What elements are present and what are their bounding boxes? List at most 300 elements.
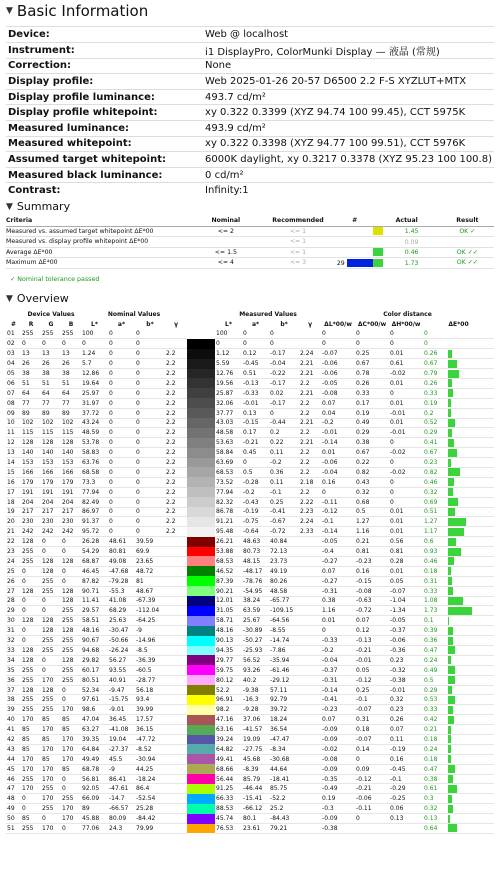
- cell-value: -0.63: [355, 596, 389, 606]
- delta-e-value: 0.18: [424, 755, 438, 763]
- cell-value: 191: [21, 487, 41, 497]
- patch-id: 29: [6, 606, 21, 616]
- criteria-label: Measured vs. display profile whitepoint ΔE*00: [6, 237, 193, 248]
- cell-value: -0.11: [355, 804, 389, 814]
- cell-value: 140: [21, 448, 41, 458]
- summary-col-header: Recommended: [259, 216, 337, 226]
- basic-info-table: [6, 26, 494, 198]
- color-swatch: [187, 507, 215, 517]
- summary-col-header: Criteria: [6, 216, 193, 226]
- cell-value: 43.24: [81, 418, 108, 428]
- cell-value: 0.5: [242, 467, 269, 477]
- cell-value: 91.21: [215, 517, 242, 527]
- summary-heading[interactable]: [6, 200, 70, 213]
- cell-value: 170: [21, 784, 41, 794]
- cell-value: -0.02: [389, 467, 423, 477]
- delta-e-value: 1.27: [424, 518, 438, 526]
- cell-value: [423, 349, 494, 359]
- cell-value: 26: [61, 359, 81, 369]
- cell-value: 37.72: [81, 408, 108, 418]
- cell-value: -47.68: [108, 566, 135, 576]
- cell-value: 88.53: [215, 804, 242, 814]
- cell-value: 128: [41, 685, 61, 695]
- cell-value: [165, 547, 187, 557]
- color-swatch: [187, 754, 215, 764]
- cell-value: 0: [21, 626, 41, 636]
- cell-value: 68.66: [215, 764, 242, 774]
- cell-value: 0: [135, 418, 165, 428]
- overview-row: [6, 576, 494, 586]
- cell-value: -0.72: [269, 527, 299, 537]
- info-label: Measured whitepoint:: [6, 136, 203, 152]
- cell-value: [423, 586, 494, 596]
- cell-value: 0: [389, 329, 423, 339]
- cell-value: 0: [135, 388, 165, 398]
- overview-row: [6, 517, 494, 527]
- cell-value: 2.2: [165, 527, 187, 537]
- cell-value: 48.63: [242, 537, 269, 547]
- cell-value: 0.28: [389, 556, 423, 566]
- cell-value: 0: [389, 438, 423, 448]
- color-swatch: [187, 497, 215, 507]
- cell-value: 40.2: [242, 675, 269, 685]
- cell-value: -0.06: [389, 636, 423, 646]
- cell-value: -0.37: [321, 665, 355, 675]
- patch-id: 43: [6, 744, 21, 754]
- cell-value: -0.38: [321, 824, 355, 834]
- patch-id: 37: [6, 685, 21, 695]
- cell-value: -0.12: [355, 774, 389, 784]
- cell-value: -0.07: [355, 735, 389, 745]
- cell-value: 0: [108, 408, 135, 418]
- cell-value: 25.63: [108, 616, 135, 626]
- cell-value: -52.2: [269, 794, 299, 804]
- info-value: 6000K daylight, xy 0.3217 0.3378 (XYZ 95.23 100 100.8): [203, 152, 494, 168]
- cell-value: 0: [355, 754, 389, 764]
- cell-value: 0: [21, 606, 41, 616]
- cell-value: 128: [21, 655, 41, 665]
- cell-value: 85: [41, 754, 61, 764]
- cell-value: 0.56: [389, 537, 423, 547]
- cell-value: 255: [41, 804, 61, 814]
- cell-value: 179: [41, 477, 61, 487]
- cell-value: 63.59: [242, 606, 269, 616]
- cell-value: 128: [61, 556, 81, 566]
- cell-value: 0: [135, 497, 165, 507]
- cell-value: 0.45: [242, 448, 269, 458]
- delta-e-value: 0.69: [424, 498, 438, 506]
- info-label: Assumed target whitepoint:: [6, 152, 203, 168]
- overview-row: [6, 735, 494, 745]
- cell-value: 1.16: [321, 606, 355, 616]
- cell-value: -46.44: [242, 784, 269, 794]
- overview-heading[interactable]: [6, 292, 69, 305]
- cell-value: 85.79: [242, 774, 269, 784]
- color-swatch: [187, 774, 215, 784]
- cell-value: 191: [61, 487, 81, 497]
- cell-value: [423, 408, 494, 418]
- overview-row: [6, 477, 494, 487]
- cell-value: 0.17: [355, 398, 389, 408]
- cell-value: 63.76: [81, 458, 108, 468]
- delta-e-bar: [448, 379, 452, 387]
- cell-value: 0.07: [321, 715, 355, 725]
- cell-value: 43.03: [215, 418, 242, 428]
- overview-col-header: G: [48, 320, 54, 328]
- patch-id: 17: [6, 487, 21, 497]
- cell-value: -0.15: [242, 418, 269, 428]
- cell-value: 0: [269, 408, 299, 418]
- cell-value: -30.94: [135, 754, 165, 764]
- cell-value: -112.04: [135, 606, 165, 616]
- delta-e-bar: [448, 439, 454, 447]
- cell-value: 255: [41, 586, 61, 596]
- cell-value: 100: [81, 329, 108, 339]
- cell-value: [299, 695, 321, 705]
- cell-value: 242: [61, 527, 81, 537]
- cell-value: 56.44: [215, 774, 242, 784]
- color-swatch: [187, 369, 215, 379]
- cell-value: [299, 566, 321, 576]
- delta-e-value: 0.13: [424, 815, 438, 823]
- cell-value: 92.05: [81, 784, 108, 794]
- cell-value: 13: [41, 349, 61, 359]
- delta-e-value: 0.21: [424, 726, 438, 734]
- cell-value: 255: [61, 329, 81, 339]
- overview-row: [6, 359, 494, 369]
- cell-value: 255: [21, 675, 41, 685]
- color-swatch: [187, 695, 215, 705]
- recommended-value: <= 1: [259, 247, 337, 258]
- cell-value: 0: [135, 369, 165, 379]
- cell-value: [423, 467, 494, 477]
- delta-e-bar: [448, 765, 455, 773]
- cell-value: -0.43: [242, 497, 269, 507]
- color-swatch: [187, 715, 215, 725]
- cell-value: [165, 824, 187, 834]
- recommended-value: <= 3: [259, 258, 337, 269]
- delta-e-value: 0.2: [424, 409, 434, 417]
- cell-value: 23.65: [135, 556, 165, 566]
- cell-value: [299, 616, 321, 626]
- cell-value: 68.53: [215, 556, 242, 566]
- cell-value: [423, 448, 494, 458]
- cell-value: 166: [41, 467, 61, 477]
- cell-value: 0.67: [355, 448, 389, 458]
- cell-value: [299, 744, 321, 754]
- overview-group-header: [6, 309, 21, 319]
- cell-value: -1.04: [389, 596, 423, 606]
- color-swatch: [187, 675, 215, 685]
- cell-value: 0.01: [321, 616, 355, 626]
- cell-value: -0.41: [321, 695, 355, 705]
- cell-value: [165, 754, 187, 764]
- cell-value: 2.21: [299, 359, 321, 369]
- overview-row: [6, 339, 494, 349]
- cell-value: [423, 418, 494, 428]
- cell-value: 56.27: [108, 655, 135, 665]
- cell-value: 39.35: [81, 735, 108, 745]
- color-swatch: [187, 804, 215, 814]
- cell-value: 0: [135, 359, 165, 369]
- color-swatch: [187, 665, 215, 675]
- cell-value: 0.43: [355, 477, 389, 487]
- cell-value: 2.2: [165, 438, 187, 448]
- cell-value: 255: [41, 695, 61, 705]
- cell-value: -30.68: [269, 754, 299, 764]
- cell-value: 2.2: [165, 428, 187, 438]
- cell-value: 166: [61, 467, 81, 477]
- info-row: [6, 105, 494, 121]
- cell-value: 23.73: [269, 556, 299, 566]
- cell-value: 0.07: [355, 616, 389, 626]
- cell-value: -0.32: [389, 665, 423, 675]
- cell-value: 0.32: [355, 487, 389, 497]
- cell-value: 0.01: [389, 349, 423, 359]
- cell-value: 1.24: [81, 349, 108, 359]
- cell-value: [423, 507, 494, 517]
- delta-e-value: 0.79: [424, 370, 438, 377]
- overview-row: [6, 369, 494, 379]
- cell-value: [423, 388, 494, 398]
- cell-value: [423, 814, 494, 824]
- delta-e-bar: [448, 538, 456, 546]
- cell-value: 0.13: [389, 814, 423, 824]
- cell-value: 0: [41, 596, 61, 606]
- cell-value: 0: [135, 339, 165, 349]
- color-swatch: [187, 527, 215, 537]
- info-row: [6, 152, 494, 168]
- cell-value: 89: [61, 408, 81, 418]
- cell-value: 0: [242, 458, 269, 468]
- color-swatch: [187, 359, 215, 369]
- cell-value: 0: [108, 448, 135, 458]
- cell-value: 0.82: [355, 467, 389, 477]
- cell-value: 12.01: [215, 596, 242, 606]
- patch-id: 32: [6, 636, 21, 646]
- cell-value: [299, 675, 321, 685]
- cell-value: 170: [61, 754, 81, 764]
- cell-value: [423, 715, 494, 725]
- cell-value: [299, 705, 321, 715]
- cell-value: 66.33: [215, 794, 242, 804]
- info-label: Correction:: [6, 58, 203, 74]
- cell-value: -0.19: [389, 744, 423, 754]
- cell-value: 45.74: [215, 814, 242, 824]
- overview-row: [6, 388, 494, 398]
- cell-value: 66.09: [81, 794, 108, 804]
- cell-value: 0: [269, 339, 299, 349]
- cell-value: [165, 675, 187, 685]
- cell-value: 56.81: [81, 774, 108, 784]
- collapse-triangle-icon: ▼: [6, 6, 13, 16]
- cell-value: 63.69: [215, 458, 242, 468]
- cell-value: -0.1: [269, 487, 299, 497]
- overview-col-header: γ: [307, 320, 313, 328]
- delta-e-value: 0.24: [424, 745, 438, 753]
- cell-value: 68.87: [81, 556, 108, 566]
- cell-value: 68.29: [108, 606, 135, 616]
- delta-e-bar: [448, 775, 453, 783]
- info-row: [6, 136, 494, 152]
- overview-row: [6, 329, 494, 339]
- cell-value: 0: [389, 497, 423, 507]
- cell-value: 0.25: [269, 497, 299, 507]
- color-swatch: [187, 646, 215, 656]
- delta-e-value: 0.5: [424, 676, 434, 684]
- cell-value: 0.19: [321, 794, 355, 804]
- patch-id: 14: [6, 458, 21, 468]
- delta-e-value: 0.32: [424, 805, 438, 813]
- cell-value: 255: [41, 636, 61, 646]
- cell-value: 2.2: [165, 497, 187, 507]
- cell-value: [299, 814, 321, 824]
- delta-e-bar: [448, 399, 451, 407]
- cell-value: 19.64: [81, 378, 108, 388]
- cell-value: 17.57: [135, 715, 165, 725]
- cell-value: 0: [242, 329, 269, 339]
- color-swatch: [187, 576, 215, 586]
- cell-value: -0.21: [355, 784, 389, 794]
- overview-col-header: ΔC*00/w: [357, 320, 387, 328]
- cell-value: 255: [61, 616, 81, 626]
- cell-value: 58.84: [215, 448, 242, 458]
- criteria-label: Average ΔE*00: [6, 247, 193, 258]
- cell-value: 26.28: [81, 537, 108, 547]
- patch-id: 21: [6, 527, 21, 537]
- patch-id: 45: [6, 764, 21, 774]
- cell-value: [423, 547, 494, 557]
- result-value: OK ✓✓: [441, 247, 494, 258]
- cell-value: 0: [21, 636, 41, 646]
- cell-value: 128: [21, 586, 41, 596]
- cell-value: [423, 794, 494, 804]
- cell-value: 0.78: [355, 369, 389, 379]
- delta-e-value: 0.41: [424, 439, 438, 447]
- cell-value: 170: [41, 824, 61, 834]
- cell-value: 63.27: [81, 725, 108, 735]
- cell-value: 0: [135, 467, 165, 477]
- nominal-tolerance-message: ✓ Nominal tolerance passed: [10, 276, 100, 283]
- overview-row: [6, 467, 494, 477]
- cell-value: 128: [61, 596, 81, 606]
- info-label: Measured black luminance:: [6, 167, 203, 183]
- info-value: 493.9 cd/m²: [203, 120, 494, 136]
- cell-value: -9: [135, 626, 165, 636]
- overview-row: [6, 705, 494, 715]
- cell-value: 85: [21, 735, 41, 745]
- cell-value: -0.08: [321, 754, 355, 764]
- color-swatch: [187, 547, 215, 557]
- delta-e-bar: [448, 745, 451, 753]
- cell-value: 0.01: [389, 418, 423, 428]
- basic-info-heading[interactable]: [6, 2, 148, 20]
- cell-value: 25.87: [215, 388, 242, 398]
- cell-value: 79.99: [135, 824, 165, 834]
- cell-value: -0.02: [321, 744, 355, 754]
- cell-value: -0.15: [355, 576, 389, 586]
- cell-value: 58.51: [81, 616, 108, 626]
- overview-row: [6, 596, 494, 606]
- cell-value: [423, 477, 494, 487]
- cell-value: 2.2: [165, 517, 187, 527]
- cell-value: 255: [41, 576, 61, 586]
- cell-value: 255: [21, 556, 41, 566]
- cell-value: -18.41: [269, 774, 299, 784]
- summary-col-header: #: [337, 216, 373, 226]
- cell-value: 26: [21, 359, 41, 369]
- cell-value: 36.54: [269, 725, 299, 735]
- cell-value: 255: [61, 606, 81, 616]
- cell-value: 80.73: [242, 547, 269, 557]
- patch-id: 27: [6, 586, 21, 596]
- cell-value: [165, 616, 187, 626]
- delta-e-value: 0: [424, 330, 428, 338]
- color-swatch: [187, 556, 215, 566]
- cell-value: [299, 576, 321, 586]
- delta-e-bar: [448, 567, 451, 575]
- cell-value: 0: [41, 547, 61, 557]
- overview-row: [6, 527, 494, 537]
- cell-value: [165, 576, 187, 586]
- cell-value: [423, 616, 494, 626]
- cell-value: [423, 675, 494, 685]
- cell-value: [165, 606, 187, 616]
- cell-value: 77: [41, 398, 61, 408]
- cell-value: 0: [61, 824, 81, 834]
- delta-e-value: 0.18: [424, 567, 438, 575]
- delta-e-value: 1.08: [424, 597, 438, 605]
- cell-value: 85: [21, 725, 41, 735]
- cell-value: 40.91: [108, 675, 135, 685]
- cell-value: 0: [389, 339, 423, 349]
- cell-value: [423, 744, 494, 754]
- cell-value: 19.09: [242, 735, 269, 745]
- cell-value: [423, 339, 494, 349]
- cell-value: -30.47: [108, 626, 135, 636]
- cell-value: 38: [41, 369, 61, 379]
- cell-value: -50.66: [108, 636, 135, 646]
- cell-value: -0.01: [355, 655, 389, 665]
- cell-value: -0.01: [242, 398, 269, 408]
- cell-value: -0.08: [355, 586, 389, 596]
- cell-value: -66.57: [108, 804, 135, 814]
- cell-value: 58.71: [215, 616, 242, 626]
- cell-value: 170: [41, 725, 61, 735]
- cell-value: 0.11: [269, 448, 299, 458]
- overview-row: [6, 616, 494, 626]
- cell-value: 128: [21, 438, 41, 448]
- cell-value: 0.81: [355, 547, 389, 557]
- cell-value: 0: [21, 596, 41, 606]
- cell-value: 85: [21, 814, 41, 824]
- info-label: Measured luminance:: [6, 120, 203, 136]
- cell-value: 242: [21, 527, 41, 537]
- overview-group-header: Nominal Values: [107, 310, 161, 318]
- patch-id: 19: [6, 507, 21, 517]
- delta-e-bar: [448, 666, 455, 674]
- cell-value: 0: [41, 606, 61, 616]
- overview-row: [6, 774, 494, 784]
- delta-e-bar: [448, 696, 455, 704]
- patch-id: 41: [6, 725, 21, 735]
- cell-value: 0.11: [389, 735, 423, 745]
- cell-value: 2.2: [165, 458, 187, 468]
- delta-e-bar: [448, 785, 457, 793]
- cell-value: 128: [41, 566, 61, 576]
- info-row: [6, 27, 494, 43]
- overview-row: [6, 655, 494, 665]
